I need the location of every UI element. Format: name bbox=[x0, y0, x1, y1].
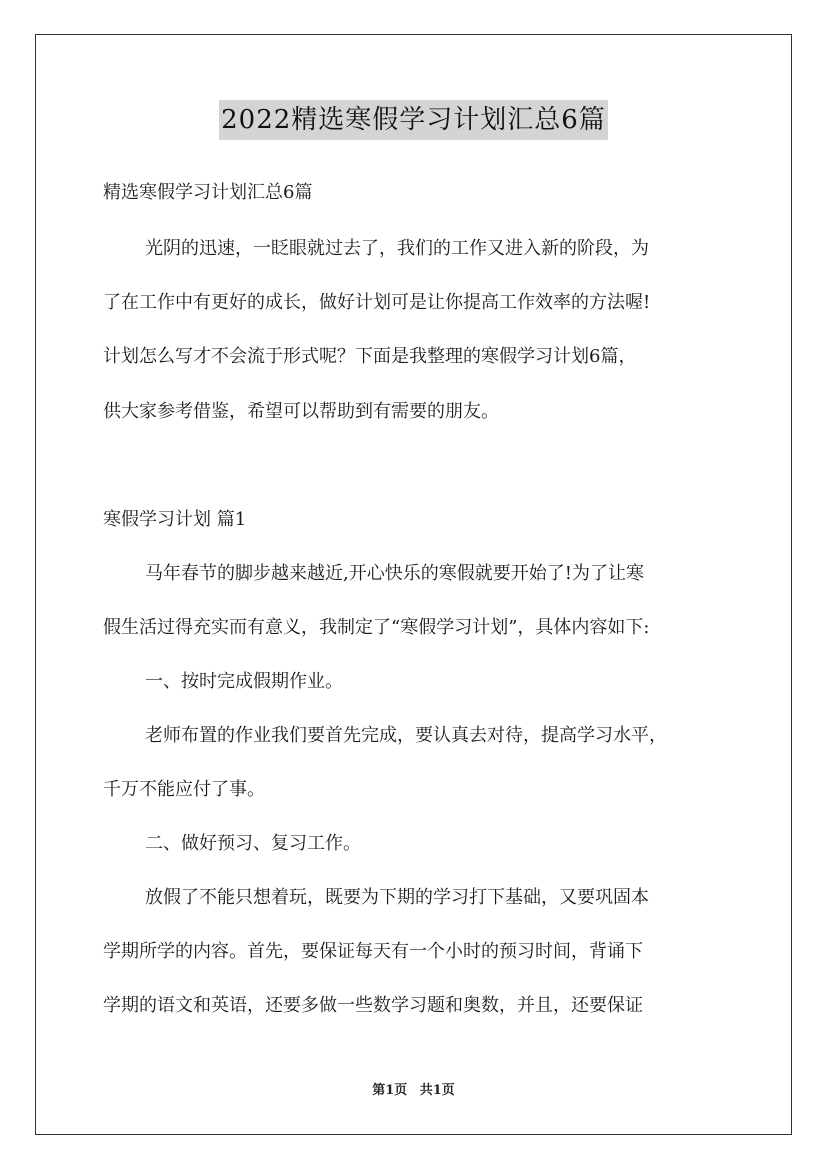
intro-line: 光阴的迅速，一眨眼就过去了，我们的工作又进入新的阶段，为 bbox=[145, 238, 649, 259]
page-total: 共1页 bbox=[419, 1083, 455, 1098]
title-wrapper bbox=[0, 100, 827, 140]
section-line: 马年春节的脚步越来越近,开心快乐的寒假就要开始了!为了让寒 bbox=[145, 563, 644, 584]
section-line: 千万不能应付了事。 bbox=[103, 779, 265, 800]
intro-line: 供大家参考借鉴，希望可以帮助到有需要的朋友。 bbox=[103, 401, 499, 422]
section-line: 老师布置的作业我们要首先完成，要认真去对待，提高学习水平， bbox=[145, 725, 667, 746]
section-line: 一、按时完成假期作业。 bbox=[145, 671, 343, 692]
intro-line: 计划怎么写才不会流于形式呢？下面是我整理的寒假学习计划6篇， bbox=[103, 346, 637, 367]
page-footer bbox=[0, 1082, 827, 1100]
section-line: 放假了不能只想着玩，既要为下期的学习打下基础，又要巩固本 bbox=[145, 887, 649, 908]
section-line: 二、做好预习、复习工作。 bbox=[145, 833, 361, 854]
page-number: 第1页 bbox=[372, 1083, 408, 1098]
document-subtitle: 精选寒假学习计划汇总6篇 bbox=[103, 182, 313, 203]
section-line: 学期的语文和英语，还要多做一些数学习题和奥数，并且，还要保证 bbox=[103, 995, 643, 1016]
section-heading: 寒假学习计划 篇1 bbox=[103, 509, 247, 530]
section-line: 学期所学的内容。首先，要保证每天有一个小时的预习时间，背诵下 bbox=[103, 941, 643, 962]
document-title: 2022精选寒假学习计划汇总6篇 bbox=[219, 100, 608, 140]
intro-line: 了在工作中有更好的成长，做好计划可是让你提高工作效率的方法喔! bbox=[103, 292, 651, 313]
section-line: 假生活过得充实而有意义，我制定了“寒假学习计划”，具体内容如下: bbox=[103, 617, 650, 638]
